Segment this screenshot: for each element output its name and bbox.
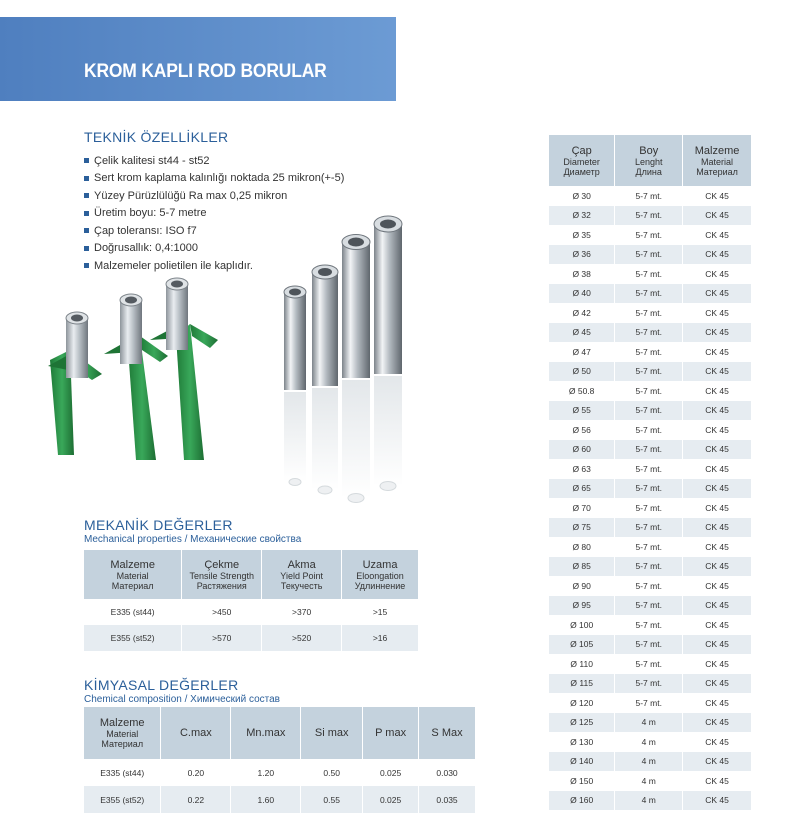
length-cell: 5-7 mt.	[615, 206, 683, 226]
material-cell: CK 45	[683, 323, 752, 343]
diameter-cell: Ø 90	[549, 576, 615, 596]
diameter-cell: Ø 55	[549, 401, 615, 421]
material-cell: CK 45	[683, 245, 752, 265]
column-header: Boy Lenght Длина	[615, 135, 683, 186]
length-cell: 5-7 mt.	[615, 303, 683, 323]
table-row	[549, 245, 752, 265]
length-cell: 5-7 mt.	[615, 264, 683, 284]
table-row	[549, 420, 752, 440]
diameter-cell: Ø 130	[549, 732, 615, 752]
material-cell: CK 45	[683, 284, 752, 304]
length-cell: 5-7 mt.	[615, 693, 683, 713]
diameter-cell: Ø 60	[549, 440, 615, 460]
table-row	[549, 440, 752, 460]
list-item: Doğrusallık: 0,4:1000	[84, 240, 344, 258]
table-row	[549, 323, 752, 343]
table-row: E355 (st52) >570 >520 >16	[84, 625, 419, 651]
material-cell: CK 45	[683, 791, 752, 811]
table-row	[549, 362, 752, 382]
material-cell: CK 45	[683, 342, 752, 362]
material-cell: CK 45	[683, 654, 752, 674]
column-header: Malzeme Material Материал	[84, 707, 161, 759]
length-cell: 4 m	[615, 791, 683, 811]
length-cell: 5-7 mt.	[615, 381, 683, 401]
material-cell: CK 45	[683, 576, 752, 596]
material-cell: CK 45	[683, 771, 752, 791]
diameter-cell: Ø 110	[549, 654, 615, 674]
length-cell: 5-7 mt.	[615, 518, 683, 538]
diameter-cell: Ø 42	[549, 303, 615, 323]
table-row	[549, 186, 752, 206]
length-cell: 5-7 mt.	[615, 362, 683, 382]
length-cell: 4 m	[615, 713, 683, 733]
chem-section-title: KİMYASAL DEĞERLER	[84, 677, 239, 693]
table-row	[549, 264, 752, 284]
list-item: Üretim boyu: 5-7 metre	[84, 205, 344, 223]
page-title: KROM KAPLI ROD BORULAR	[84, 61, 327, 82]
size-table-body	[549, 186, 752, 810]
diameter-cell: Ø 50	[549, 362, 615, 382]
material-cell: CK 45	[683, 401, 752, 421]
length-cell: 5-7 mt.	[615, 596, 683, 616]
column-header: Malzeme Material Материал	[84, 550, 182, 599]
diameter-cell: Ø 30	[549, 186, 615, 206]
table-row	[549, 206, 752, 226]
material-cell: CK 45	[683, 674, 752, 694]
mech-section-subtitle: Mechanical properties / Механические свойства	[84, 534, 302, 545]
square-bullet-icon	[84, 246, 89, 251]
table-row	[549, 479, 752, 499]
diameter-cell: Ø 40	[549, 284, 615, 304]
column-header: Mn.max	[231, 707, 301, 759]
table-row	[549, 284, 752, 304]
diameter-cell: Ø 85	[549, 557, 615, 577]
table-row	[549, 557, 752, 577]
table-row	[549, 342, 752, 362]
square-bullet-icon	[84, 176, 89, 181]
table-row	[549, 654, 752, 674]
packaged-rods-illustration	[44, 270, 274, 460]
length-cell: 5-7 mt.	[615, 186, 683, 206]
length-cell: 5-7 mt.	[615, 674, 683, 694]
square-bullet-icon	[84, 228, 89, 233]
column-header: Uzama Eloongation Удлиннение	[342, 550, 419, 599]
diameter-cell: Ø 63	[549, 459, 615, 479]
column-header: Akma Yield Point Текучесть	[262, 550, 342, 599]
material-cell: CK 45	[683, 693, 752, 713]
length-cell: 5-7 mt.	[615, 342, 683, 362]
square-bullet-icon	[84, 158, 89, 163]
column-header: Çekme Tensile Strength Растяжения	[182, 550, 262, 599]
mechanical-properties-table	[84, 550, 419, 651]
diameter-cell: Ø 100	[549, 615, 615, 635]
diameter-cell: Ø 140	[549, 752, 615, 772]
material-cell: CK 45	[683, 752, 752, 772]
material-cell: CK 45	[683, 206, 752, 226]
material-cell: CK 45	[683, 264, 752, 284]
length-cell: 5-7 mt.	[615, 245, 683, 265]
length-cell: 5-7 mt.	[615, 498, 683, 518]
length-cell: 5-7 mt.	[615, 225, 683, 245]
material-cell: CK 45	[683, 186, 752, 206]
mech-section-title: MEKANİK DEĞERLER	[84, 517, 233, 533]
diameter-cell: Ø 47	[549, 342, 615, 362]
diameter-cell: Ø 125	[549, 713, 615, 733]
length-cell: 5-7 mt.	[615, 420, 683, 440]
diameter-cell: Ø 150	[549, 771, 615, 791]
diameter-cell: Ø 38	[549, 264, 615, 284]
column-header: C.max	[161, 707, 231, 759]
diameter-cell: Ø 105	[549, 635, 615, 655]
table-row	[549, 303, 752, 323]
diameter-cell: Ø 80	[549, 537, 615, 557]
material-cell: CK 45	[683, 498, 752, 518]
list-item: Sert krom kaplama kalınlığı noktada 25 mikron(+-5)	[84, 170, 344, 188]
length-cell: 5-7 mt.	[615, 459, 683, 479]
diameter-cell: Ø 160	[549, 791, 615, 811]
length-cell: 5-7 mt.	[615, 557, 683, 577]
length-cell: 4 m	[615, 732, 683, 752]
length-cell: 5-7 mt.	[615, 576, 683, 596]
table-row	[549, 771, 752, 791]
length-cell: 5-7 mt.	[615, 440, 683, 460]
material-cell: CK 45	[683, 732, 752, 752]
table-row	[549, 791, 752, 811]
table-row	[549, 615, 752, 635]
list-item: Çap toleransı: ISO f7	[84, 222, 344, 240]
table-row	[549, 752, 752, 772]
material-cell: CK 45	[683, 518, 752, 538]
material-cell: CK 45	[683, 362, 752, 382]
table-row	[549, 537, 752, 557]
square-bullet-icon	[84, 263, 89, 268]
diameter-cell: Ø 32	[549, 206, 615, 226]
diameter-cell: Ø 45	[549, 323, 615, 343]
square-bullet-icon	[84, 211, 89, 216]
length-cell: 4 m	[615, 752, 683, 772]
material-cell: CK 45	[683, 596, 752, 616]
table-row	[549, 635, 752, 655]
table-row	[549, 459, 752, 479]
length-cell: 4 m	[615, 771, 683, 791]
material-cell: CK 45	[683, 225, 752, 245]
material-cell: CK 45	[683, 537, 752, 557]
material-cell: CK 45	[683, 615, 752, 635]
length-cell: 5-7 mt.	[615, 635, 683, 655]
table-row: E335 (st44) >450 >370 >15	[84, 599, 419, 625]
column-header: S Max	[419, 707, 476, 759]
diameter-cell: Ø 70	[549, 498, 615, 518]
diameter-cell: Ø 95	[549, 596, 615, 616]
length-cell: 5-7 mt.	[615, 479, 683, 499]
material-cell: CK 45	[683, 479, 752, 499]
length-cell: 5-7 mt.	[615, 401, 683, 421]
table-row	[549, 732, 752, 752]
chemical-composition-table	[84, 707, 476, 813]
size-table	[549, 135, 752, 810]
table-row	[549, 693, 752, 713]
length-cell: 5-7 mt.	[615, 323, 683, 343]
table-row	[549, 498, 752, 518]
column-header: P max	[363, 707, 419, 759]
column-header: Malzeme Material Материал	[683, 135, 752, 186]
header-band	[0, 17, 396, 101]
chrome-tubes-illustration	[280, 208, 410, 508]
square-bullet-icon	[84, 193, 89, 198]
length-cell: 5-7 mt.	[615, 284, 683, 304]
table-row	[549, 674, 752, 694]
diameter-cell: Ø 120	[549, 693, 615, 713]
column-header: Çap Diameter Диаметр	[549, 135, 615, 186]
material-cell: CK 45	[683, 459, 752, 479]
material-cell: CK 45	[683, 440, 752, 460]
length-cell: 5-7 mt.	[615, 654, 683, 674]
chem-section-subtitle: Chemical composition / Химический состав	[84, 694, 280, 705]
diameter-cell: Ø 115	[549, 674, 615, 694]
table-row: E335 (st44) 0.20 1.20 0.50 0.025 0.030	[84, 759, 476, 786]
material-cell: CK 45	[683, 420, 752, 440]
list-item: Çelik kalitesi st44 - st52	[84, 152, 344, 170]
table-row: E355 (st52) 0.22 1.60 0.55 0.025 0.035	[84, 786, 476, 813]
table-row	[549, 518, 752, 538]
length-cell: 5-7 mt.	[615, 537, 683, 557]
length-cell: 5-7 mt.	[615, 615, 683, 635]
table-row	[549, 576, 752, 596]
column-header: Si max	[301, 707, 363, 759]
diameter-cell: Ø 35	[549, 225, 615, 245]
table-row	[549, 713, 752, 733]
material-cell: CK 45	[683, 557, 752, 577]
material-cell: CK 45	[683, 381, 752, 401]
material-cell: CK 45	[683, 713, 752, 733]
table-row	[549, 596, 752, 616]
diameter-cell: Ø 50.8	[549, 381, 615, 401]
table-row	[549, 381, 752, 401]
list-item: Yüzey Pürüzlülüğü Ra max 0,25 mikron	[84, 187, 344, 205]
diameter-cell: Ø 75	[549, 518, 615, 538]
diameter-cell: Ø 56	[549, 420, 615, 440]
diameter-cell: Ø 65	[549, 479, 615, 499]
diameter-cell: Ø 36	[549, 245, 615, 265]
table-row	[549, 225, 752, 245]
table-row	[549, 401, 752, 421]
material-cell: CK 45	[683, 303, 752, 323]
material-cell: CK 45	[683, 635, 752, 655]
tech-section-title: TEKNİK ÖZELLİKLER	[84, 129, 229, 145]
list-item: Malzemeler polietilen ile kaplıdır.	[84, 257, 344, 275]
